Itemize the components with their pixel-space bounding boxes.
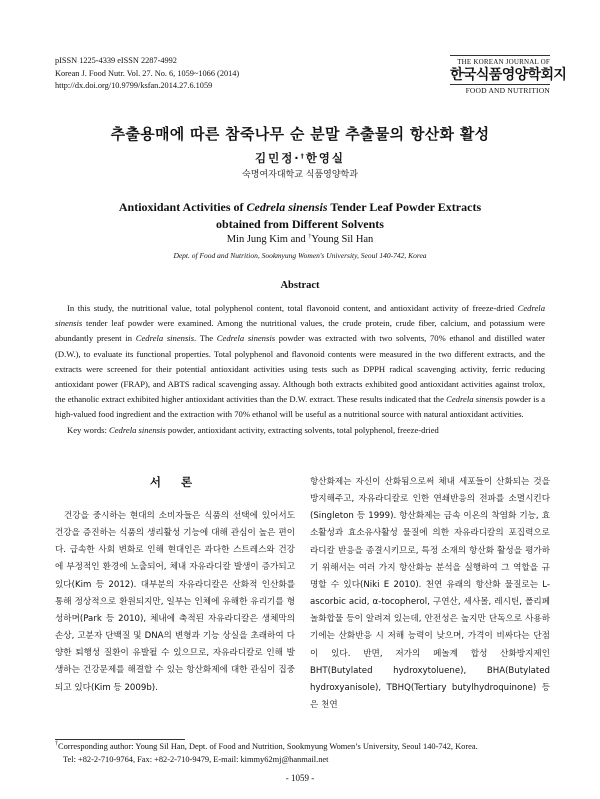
journal-name-en-top: THE KOREAN JOURNAL OF xyxy=(457,58,550,66)
corresponding-mark-en: † xyxy=(308,234,312,240)
page-number: - 1059 - xyxy=(285,773,315,783)
citation-header xyxy=(55,55,239,93)
body-left-column xyxy=(55,508,295,697)
journal-top-rule xyxy=(450,55,550,56)
journal-name-en-bottom: FOOD AND NUTRITION xyxy=(450,84,550,95)
english-author-2: Young Sil Han xyxy=(311,234,374,245)
section-heading-introduction: 서 론 xyxy=(149,475,201,489)
abstract-paragraph: In this study, the nutritional value, total polyphenol content, total flavonoid content, and antioxidant activity of freeze-dried Cedrela sinensis tender leaf powder were examined. Among the nutritional values, the crude protein, crude fiber, calcium, and potassium were abundantly present in Cedrela sinensis. The Cedrela sinensis powder was extracted with two solvents, 70% ethanol and distilled water (D.W.), to evaluate its functional properties. Total polyphenol and flavonoid contents were measured in the two different extracts, and the extracts were screened for their potential antioxidant activities using tests such as DPPH radical scavenging activity, ferric reducing antioxidant power (FRAP), and ABTS radical scavenging assay. Although both extracts exhibited good antioxidant activities against trolox, the ethanolic extract exhibited higher antioxidant activities than the D.W. extract. These results indicated that the Cedrela sinensis powder is a high-valued food ingredient and the extraction with 70% ethanol will be useful as a nutritional source with natural antioxidant activities. xyxy=(55,303,546,420)
corresponding-mark: † xyxy=(300,153,306,160)
body-right-column xyxy=(310,474,550,714)
korean-authors xyxy=(0,150,600,166)
footnote-line-1: †Corresponding author: Young Sil Han, Dept. of Food and Nutrition, Sookmyung Women’s University, Seoul 140-742, Korea. xyxy=(55,741,478,751)
abstract-body xyxy=(55,301,545,438)
english-author-1: Min Jung Kim and xyxy=(226,234,309,245)
body-paragraph-right: 항산화제는 자신이 산화됨으로써 체내 세포들이 산화되는 것을 방지해주고, 자유라디칼로 인한 연쇄반응의 전파를 소멸시킨다(Singleton 등 1999). 항산화제는 금속 이온의 착염화 기능, 효소활성과 효소유사활성 물질에 의한 자유라디칼의 포집력으로 라디칼 반응을 종결시키므로, 특정 소재의 항산화 활성을 평가하기 위해서는 여러 가지 항산화능 분석을 실행하여 그 역할을 규명할 수 있다(Niki E 2010). 천연 유래의 항산화 물질로는 L-ascorbic acid, α-tocopherol, 구연산, 세사몰, 레시틴, 폴리페놀화합물 등이 알려져 있는데, 안전성은 높지만 단독으로 사용하기에는 산화반응 시 저해 능력이 낮으며, 가격이 비싸다는 단점이 있다. 반면, 저가의 페놀계 합성 산화방지제인 BHT(Butylated hydroxytoluene), BHA(Butylated hydroxyanisole), TBHQ(Tertiary butylhydroquinone) 등은 천연 xyxy=(310,477,550,711)
footnote-rule xyxy=(55,739,185,740)
korean-affiliation: 숙명여자대학교 식품영양학과 xyxy=(242,170,358,180)
korean-title: 추출용매에 따른 참죽나무 순 분말 추출물의 항산화 활성 xyxy=(110,125,490,143)
abstract-heading: Abstract xyxy=(280,280,320,291)
footnote-line-2: Tel: +82-2-710-9764, Fax: +82-2-710-9479, E-mail: kimmy62mj@hanmail.net xyxy=(63,754,329,764)
journal-name-ko: 한국식품영양학회지 xyxy=(450,67,567,83)
corresponding-footnote xyxy=(55,741,550,766)
english-title-line-2: obtained from Different Solvents xyxy=(216,217,384,231)
korean-author-1: 김민정· xyxy=(254,151,301,165)
korean-author-2: 한영실 xyxy=(305,151,346,165)
english-authors xyxy=(0,234,600,245)
keywords: Key words: Cedrela sinensis powder, antioxidant activity, extracting solvents, total polyphenol, freeze-dried xyxy=(67,424,439,435)
journal-logo-block xyxy=(450,58,567,95)
body-paragraph-left: 건강을 중시하는 현대의 소비자들은 식품의 선택에 있어서도 건강을 증진하는 식품의 생리활성 기능에 대해 관심이 높은 편이다. 급속한 사회 변화로 인해 현대인은 과다한 스트레스와 건강에 부정적인 환경에 노출되어, 체내 자유라디칼 발생이 증가되고 있다(Kim 등 2012). 대부분의 자유라디칼은 산화적 인산화를 통해 정상적으로 환원되지만, 일부는 인체에 유해한 유리기를 형성하며(Park 등 2010), 체내에 축적된 자유라디칼은 생체막의 손상, 고분자 단백질 및 DNA의 변형과 기능 상실을 초래하여 다양한 퇴행성 질환이 유발될 수 있으므로, 자유라디칼로 인해 발생하는 건강문제를 해결할 수 있는 항산화제에 대한 관심이 집중되고 있다(Kim 등 2009b). xyxy=(55,511,295,693)
english-title xyxy=(0,199,600,233)
english-title-line-1: Antioxidant Activities of Cedrela sinensis Tender Leaf Powder Extracts xyxy=(118,200,482,214)
english-affiliation: Dept. of Food and Nutrition, Sookmyung Women's University, Seoul 140-742, Korea xyxy=(173,251,427,260)
issn-line: pISSN 1225-4339 eISSN 2287-4992 xyxy=(55,56,177,65)
species-name: Cedrela sinensis xyxy=(246,200,328,214)
citation-line: Korean J. Food Nutr. Vol. 27. No. 6, 1059~1066 (2014) xyxy=(55,68,240,78)
doi-link[interactable]: http://dx.doi.org/10.9799/ksfan.2014.27.6.1059 xyxy=(55,81,213,90)
